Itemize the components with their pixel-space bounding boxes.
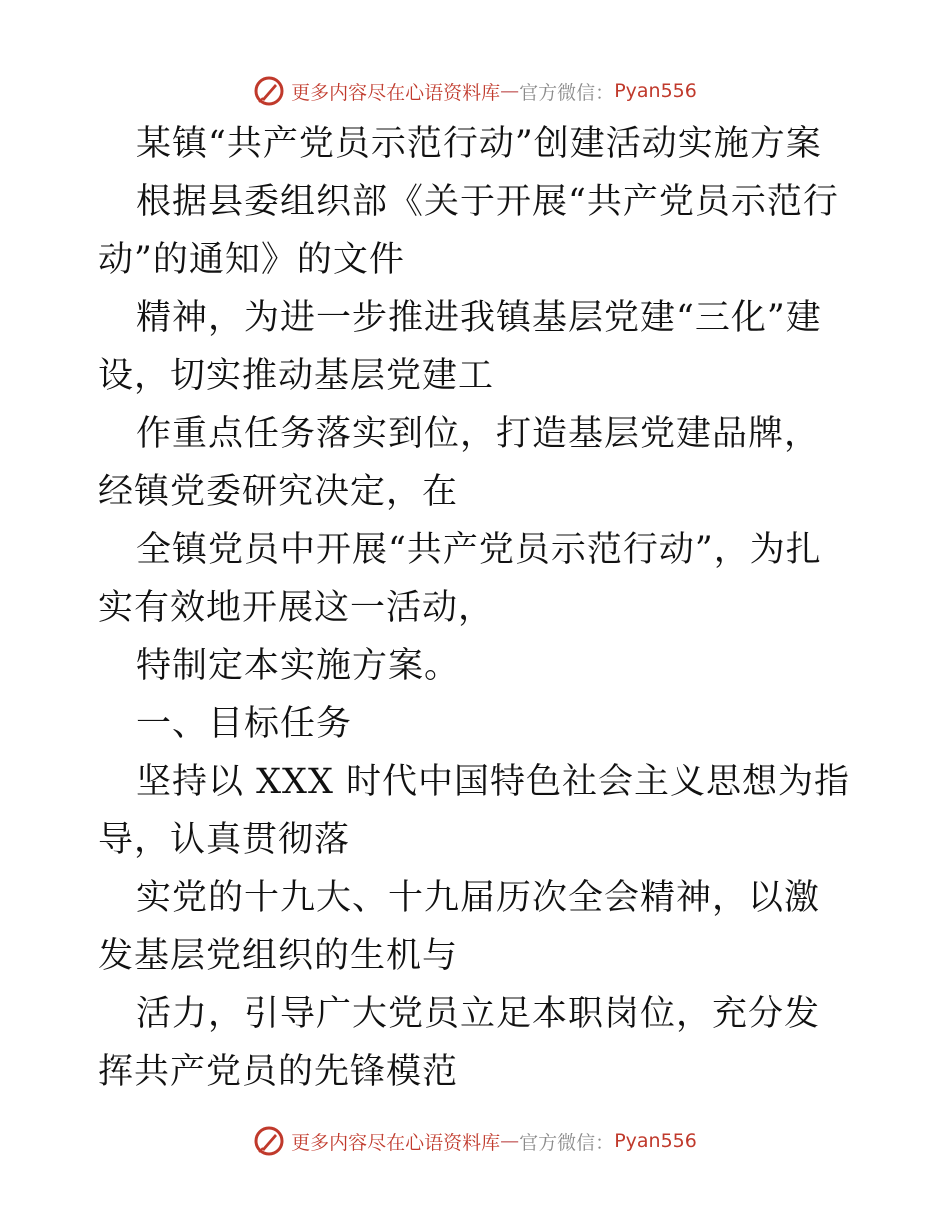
quill-pen-logo-icon (253, 75, 285, 107)
paragraph-7: 实党的十九大、十九届历次全会精神，以激发基层党组织的生机与 (98, 878, 821, 976)
paragraph-4: 全镇党员中开展“共产党员示范行动”，为扎实有效地开展这一活动， (98, 530, 822, 628)
paragraph-2: 精神，为进一步推进我镇基层党建“三化”建设，切实推动基层党建工 (98, 298, 822, 396)
section-heading-goals: 一、目标任务 (136, 704, 353, 744)
document-body (0, 115, 950, 1101)
banner-main-text: 更多内容尽在心语资料库 (291, 1131, 501, 1154)
banner-official-label: 官方微信： (519, 1131, 615, 1154)
banner-dash: — (500, 1130, 520, 1152)
quill-pen-logo-icon (253, 1125, 285, 1157)
paragraph-6: 坚持以 XXX 时代中国特色社会主义思想为指导，认真贯彻落 (98, 762, 851, 860)
paragraph-3: 作重点任务落实到位，打造基层党建品牌，经镇党委研究决定，在 (98, 414, 821, 512)
banner-wechat-id: Pyan556 (614, 80, 697, 102)
banner-dash: — (500, 80, 520, 102)
document-title: 某镇“共产党员示范行动”创建活动实施方案 (136, 124, 822, 164)
header-banner (0, 71, 950, 111)
banner-wechat-id: Pyan556 (614, 1130, 697, 1152)
banner-main-text: 更多内容尽在心语资料库 (291, 81, 501, 104)
paragraph-8: 活力，引导广大党员立足本职岗位，充分发挥共产党员的先锋模范 (98, 994, 821, 1092)
banner-official-label: 官方微信： (519, 81, 615, 104)
paragraph-5: 特制定本实施方案。 (136, 646, 461, 686)
paragraph-1: 根据县委组织部《关于开展“共产党员示范行动”的通知》的文件 (98, 182, 839, 280)
footer-banner (0, 1121, 950, 1161)
